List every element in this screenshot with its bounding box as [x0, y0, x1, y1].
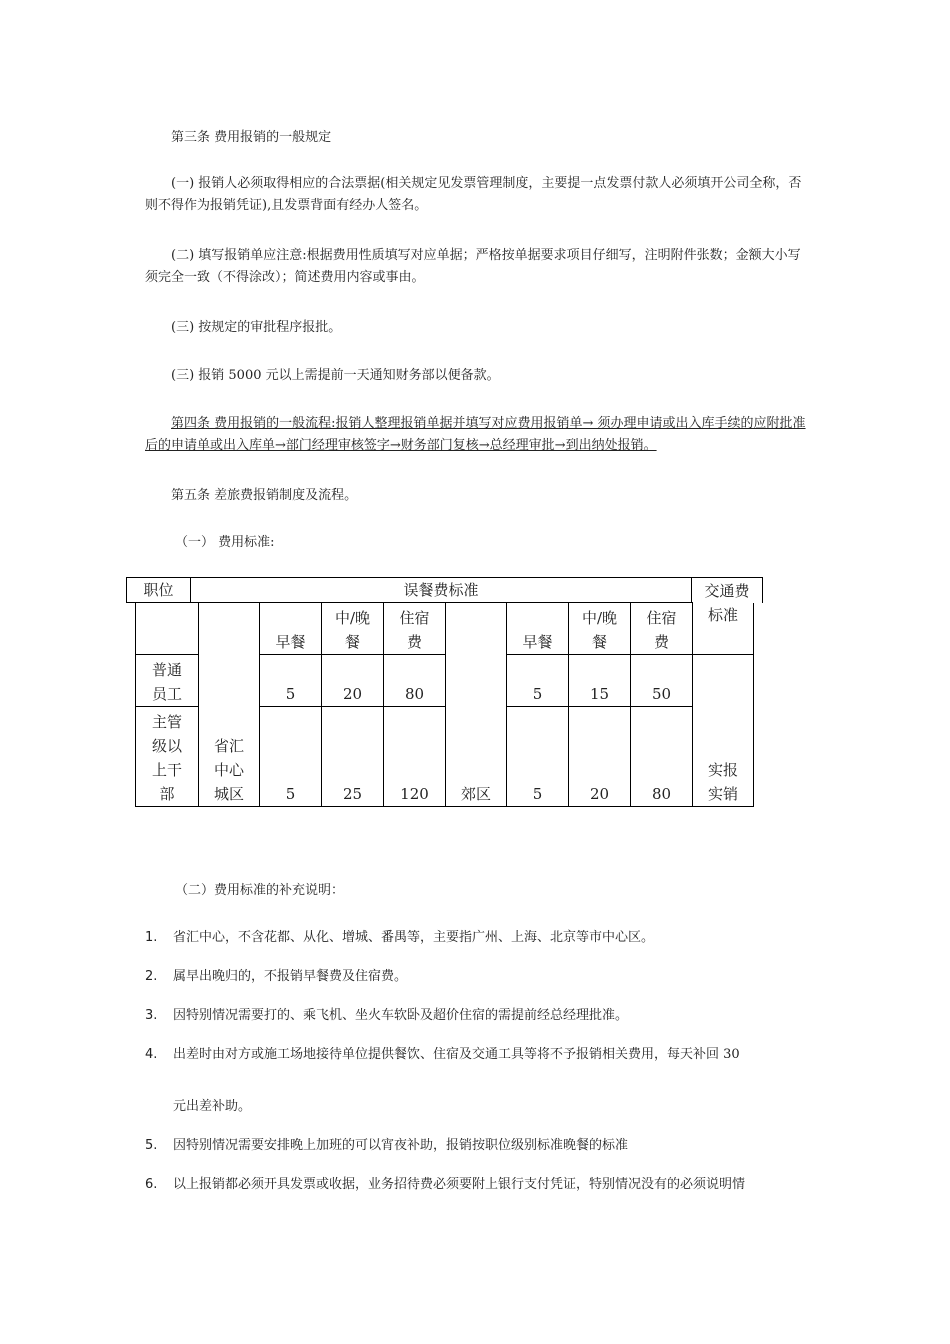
cell: 80 [384, 655, 446, 707]
paragraph-fill-form: (二) 填写报销单应注意:根据费用性质填写对应单据；严格按单据要求项目仔细写，注明附件张数；金额大小写须完全一致（不得涂改）；简述费用内容或事由。 [145, 248, 801, 285]
cell: 15 [569, 655, 631, 707]
row-staff-position: 普通 员工 [136, 655, 199, 707]
sub-lunch-dinner-2: 中/晚 餐 [569, 603, 631, 655]
supplement-heading: （二）费用标准的补充说明： [175, 883, 345, 898]
header-meal-standard: 误餐费标准 [191, 578, 692, 603]
paragraph-receipts: (一) 报销人必须取得相应的合法票据(相关规定见发票管理制度，主要提一点发票付款人必须填开公司全称，否则不得作为报销凭证),且发票背面有经办人签名。 [145, 176, 802, 213]
list-item: 元出差补助。 [173, 1099, 252, 1114]
list-item: 1. 省汇中心，不含花都、从化、增城、番禺等，主要指广州、上海、北京等市中心区。 [145, 930, 655, 945]
header-transport: 交通费 [692, 578, 763, 603]
list-item: 5. 因特别情况需要安排晚上加班的可以宵夜补助，报销按职位级别标准晚餐的标准 [145, 1138, 629, 1153]
transport-value: 实报 实销 [693, 655, 754, 807]
header-position: 职位 [127, 578, 191, 603]
list-item: 4. 出差时由对方或施工场地接待单位提供餐饮、住宿及交通工具等将不予报销相关费用，每天补回 30 [145, 1047, 740, 1062]
sub-breakfast-2: 早餐 [507, 603, 569, 655]
cell: 5 [507, 707, 569, 807]
cell: 5 [260, 707, 322, 807]
cell: 25 [322, 707, 384, 807]
empty-cell [136, 603, 199, 655]
cost-standard-heading: （一） 费用标准: [175, 535, 275, 550]
region-city: 省汇 中心 城区 [199, 603, 260, 807]
row-manager-position: 主管 级以 上干 部 [136, 707, 199, 807]
cell: 80 [631, 707, 693, 807]
sub-breakfast: 早餐 [260, 603, 322, 655]
supplement-list [145, 927, 810, 1196]
article-5-heading: 第五条 差旅费报销制度及流程。 [171, 488, 358, 503]
article-4-process: 第四条 费用报销的一般流程:报销人整理报销单据并填写对应费用报销单→ 须办理申请或出入库手续的应附批准后的申请单或出入库单→部门经理审核签字→财务部门复核→总经理审批→到出纳处报销。 [145, 416, 806, 453]
cell: 20 [569, 707, 631, 807]
cell: 20 [322, 655, 384, 707]
paragraph-approval: (三) 按规定的审批程序报批。 [171, 320, 342, 335]
list-item: 2. 属早出晚归的，不报销早餐费及住宿费。 [145, 969, 408, 984]
sub-lunch-dinner: 中/晚 餐 [322, 603, 384, 655]
cell: 50 [631, 655, 693, 707]
sub-lodging-2: 住宿 费 [631, 603, 693, 655]
cell: 120 [384, 707, 446, 807]
list-item: 3. 因特别情况需要打的、乘飞机、坐火车软卧及超价住宿的需提前经总经理批准。 [145, 1008, 629, 1023]
list-item: 6. 以上报销都必须开具发票或收据，业务招待费必须要附上银行支付凭证，特别情况没有的必须说明情 [145, 1177, 746, 1192]
transport-label-2: 标准 [693, 603, 754, 655]
sub-lodging: 住宿 费 [384, 603, 446, 655]
article-3-heading: 第三条 费用报销的一般规定 [171, 130, 332, 145]
expense-standard-table [135, 602, 754, 807]
region-suburb: 郊区 [446, 603, 507, 807]
paragraph-advance-notice: (三) 报销 5000 元以上需提前一天通知财务部以便备款。 [171, 368, 500, 383]
table-header [126, 577, 763, 603]
cell: 5 [260, 655, 322, 707]
cell: 5 [507, 655, 569, 707]
